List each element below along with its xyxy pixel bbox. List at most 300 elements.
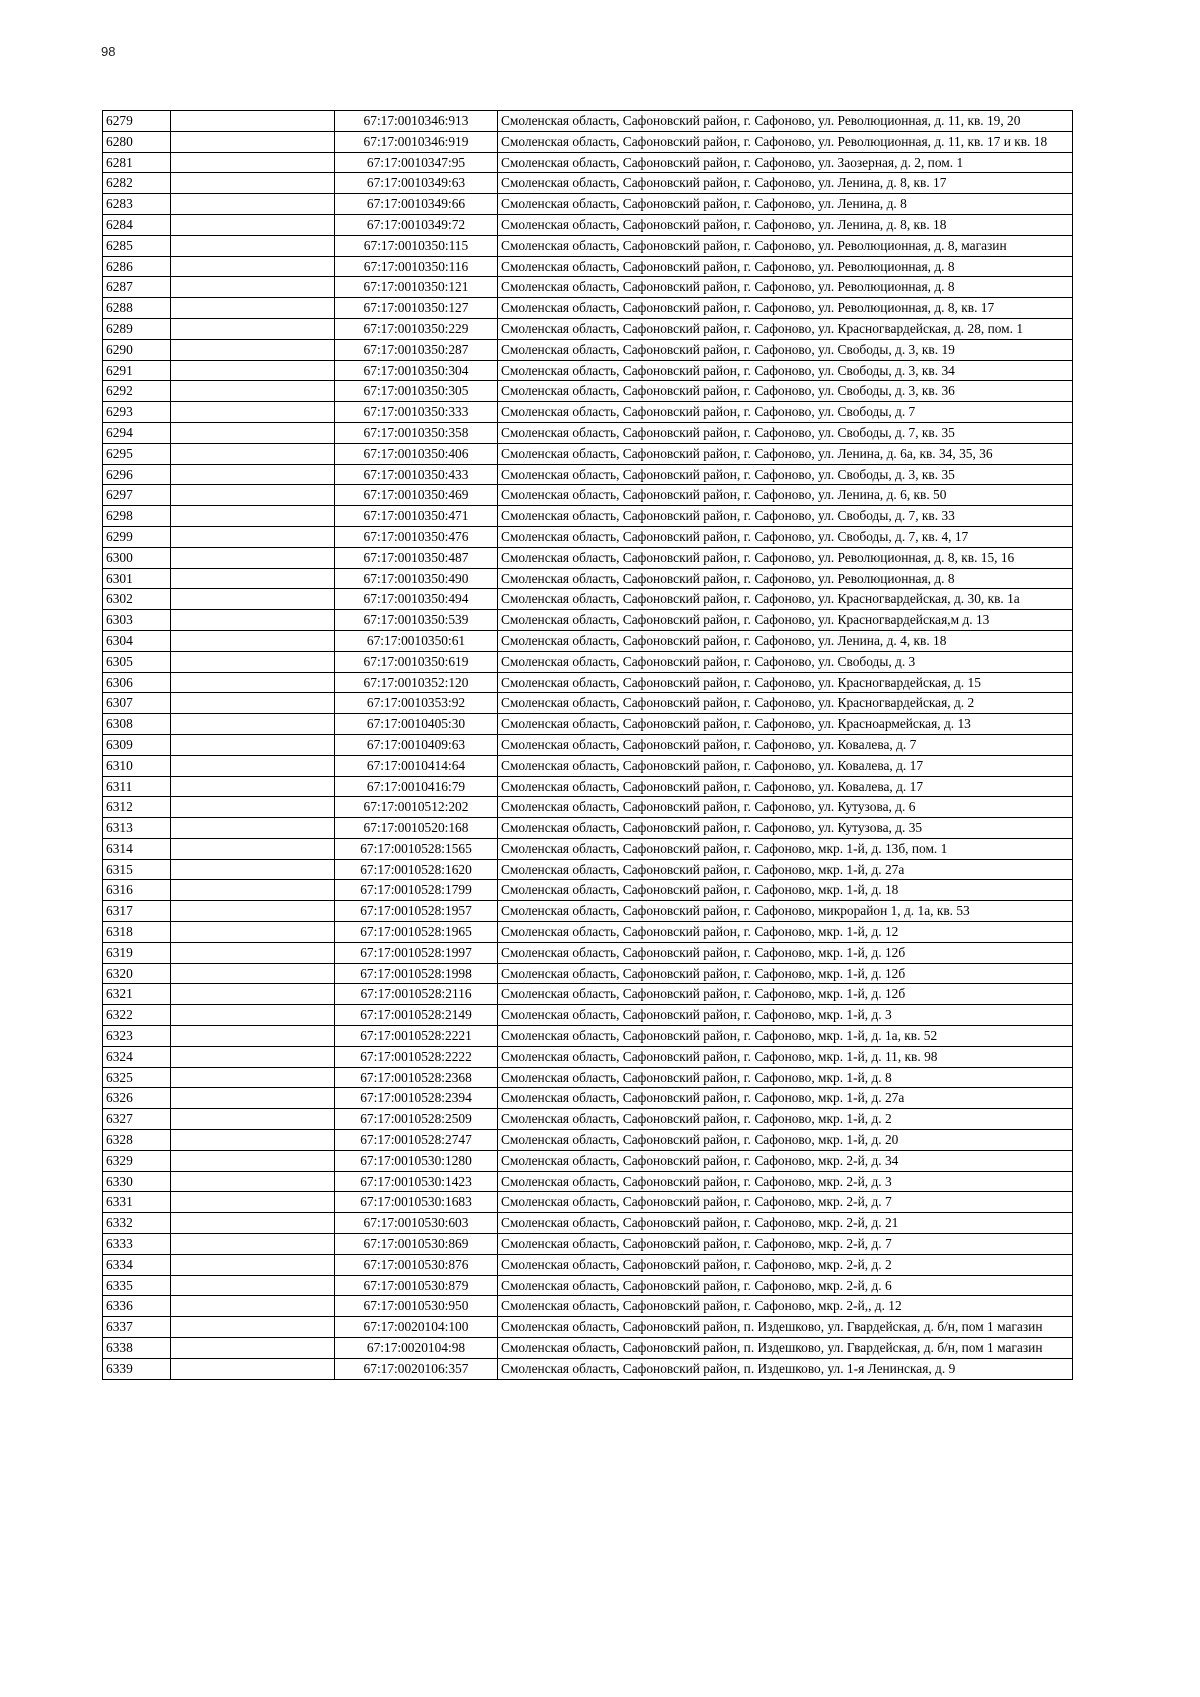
row-number-cell: 6329 (103, 1150, 171, 1171)
row-number-cell: 6324 (103, 1046, 171, 1067)
address-cell: Смоленская область, Сафоновский район, г. Сафоново, ул. Красногвардейская, д. 28, пом. 1 (498, 318, 1073, 339)
cadastral-number-cell: 67:17:0020104:98 (335, 1338, 498, 1359)
empty-cell (171, 880, 335, 901)
address-cell: Смоленская область, Сафоновский район, г. Сафоново, мкр. 1-й, д. 8 (498, 1067, 1073, 1088)
empty-cell (171, 942, 335, 963)
empty-cell (171, 1005, 335, 1026)
row-number-cell: 6300 (103, 547, 171, 568)
empty-cell (171, 734, 335, 755)
empty-cell (171, 402, 335, 423)
address-cell: Смоленская область, Сафоновский район, г. Сафоново, мкр. 1-й, д. 12 (498, 922, 1073, 943)
empty-cell (171, 1254, 335, 1275)
address-cell: Смоленская область, Сафоновский район, г. Сафоново, ул. Ленина, д. 6а, кв. 34, 35, 36 (498, 443, 1073, 464)
row-number-cell: 6293 (103, 402, 171, 423)
table-row (103, 152, 1073, 173)
cadastral-number-cell: 67:17:0010530:876 (335, 1254, 498, 1275)
table-row (103, 734, 1073, 755)
empty-cell (171, 1026, 335, 1047)
empty-cell (171, 526, 335, 547)
address-cell: Смоленская область, Сафоновский район, г. Сафоново, мкр. 1-й, д. 12б (498, 963, 1073, 984)
address-cell: Смоленская область, Сафоновский район, г. Сафоново, ул. Свободы, д. 3 (498, 651, 1073, 672)
row-number-cell: 6316 (103, 880, 171, 901)
cadastral-number-cell: 67:17:0010530:879 (335, 1275, 498, 1296)
empty-cell (171, 1213, 335, 1234)
empty-cell (171, 1109, 335, 1130)
empty-cell (171, 277, 335, 298)
row-number-cell: 6327 (103, 1109, 171, 1130)
address-cell: Смоленская область, Сафоновский район, г. Сафоново, мкр. 2-й, д. 34 (498, 1150, 1073, 1171)
cadastral-number-cell: 67:17:0010409:63 (335, 734, 498, 755)
cadastral-number-cell: 67:17:0010350:406 (335, 443, 498, 464)
address-cell: Смоленская область, Сафоновский район, г. Сафоново, ул. Революционная, д. 11, кв. 17 и кв. 18 (498, 131, 1073, 152)
table-row (103, 651, 1073, 672)
cadastral-number-cell: 67:17:0010528:2368 (335, 1067, 498, 1088)
cadastral-number-cell: 67:17:0010346:913 (335, 111, 498, 132)
row-number-cell: 6280 (103, 131, 171, 152)
empty-cell (171, 1171, 335, 1192)
row-number-cell: 6284 (103, 214, 171, 235)
table-row (103, 339, 1073, 360)
table-row (103, 194, 1073, 215)
cadastral-number-cell: 67:17:0010350:494 (335, 589, 498, 610)
row-number-cell: 6335 (103, 1275, 171, 1296)
table-row (103, 838, 1073, 859)
property-registry-table (102, 110, 1073, 1380)
address-cell: Смоленская область, Сафоновский район, г. Сафоново, мкр. 2-й, д. 3 (498, 1171, 1073, 1192)
row-number-cell: 6328 (103, 1130, 171, 1151)
row-number-cell: 6322 (103, 1005, 171, 1026)
cadastral-number-cell: 67:17:0010530:1280 (335, 1150, 498, 1171)
empty-cell (171, 1130, 335, 1151)
address-cell: Смоленская область, Сафоновский район, г. Сафоново, мкр. 2-й,, д. 12 (498, 1296, 1073, 1317)
address-cell: Смоленская область, Сафоновский район, г. Сафоново, ул. Свободы, д. 7, кв. 35 (498, 422, 1073, 443)
cadastral-number-cell: 67:17:0020106:357 (335, 1358, 498, 1379)
table-row (103, 859, 1073, 880)
empty-cell (171, 1296, 335, 1317)
empty-cell (171, 381, 335, 402)
row-number-cell: 6296 (103, 464, 171, 485)
row-number-cell: 6339 (103, 1358, 171, 1379)
address-cell: Смоленская область, Сафоновский район, г. Сафоново, ул. Свободы, д. 3, кв. 34 (498, 360, 1073, 381)
cadastral-number-cell: 67:17:0010350:333 (335, 402, 498, 423)
cadastral-number-cell: 67:17:0010528:1620 (335, 859, 498, 880)
page-number: 98 (101, 44, 116, 59)
empty-cell (171, 360, 335, 381)
row-number-cell: 6283 (103, 194, 171, 215)
cadastral-number-cell: 67:17:0010528:1997 (335, 942, 498, 963)
table-row (103, 776, 1073, 797)
row-number-cell: 6282 (103, 173, 171, 194)
empty-cell (171, 714, 335, 735)
empty-cell (171, 1067, 335, 1088)
cadastral-number-cell: 67:17:0010349:66 (335, 194, 498, 215)
row-number-cell: 6312 (103, 797, 171, 818)
row-number-cell: 6334 (103, 1254, 171, 1275)
row-number-cell: 6302 (103, 589, 171, 610)
cadastral-number-cell: 67:17:0010530:1423 (335, 1171, 498, 1192)
table-row (103, 318, 1073, 339)
empty-cell (171, 1150, 335, 1171)
cadastral-number-cell: 67:17:0010528:2509 (335, 1109, 498, 1130)
address-cell: Смоленская область, Сафоновский район, г. Сафоново, мкр. 1-й, д. 2 (498, 1109, 1073, 1130)
address-cell: Смоленская область, Сафоновский район, г. Сафоново, ул. Красногвардейская, д. 30, кв. 1а (498, 589, 1073, 610)
row-number-cell: 6331 (103, 1192, 171, 1213)
empty-cell (171, 173, 335, 194)
row-number-cell: 6315 (103, 859, 171, 880)
address-cell: Смоленская область, Сафоновский район, г. Сафоново, ул. Красногвардейская, д. 15 (498, 672, 1073, 693)
empty-cell (171, 693, 335, 714)
address-cell: Смоленская область, Сафоновский район, г. Сафоново, мкр. 1-й, д. 20 (498, 1130, 1073, 1151)
empty-cell (171, 339, 335, 360)
row-number-cell: 6297 (103, 485, 171, 506)
table-row (103, 672, 1073, 693)
table-row (103, 963, 1073, 984)
table-row (103, 173, 1073, 194)
address-cell: Смоленская область, Сафоновский район, г. Сафоново, ул. Свободы, д. 7 (498, 402, 1073, 423)
cadastral-number-cell: 67:17:0010528:2222 (335, 1046, 498, 1067)
table-row (103, 589, 1073, 610)
table-row (103, 235, 1073, 256)
table-row (103, 1026, 1073, 1047)
table-row (103, 256, 1073, 277)
row-number-cell: 6306 (103, 672, 171, 693)
address-cell: Смоленская область, Сафоновский район, г. Сафоново, ул. Красногвардейская,м д. 13 (498, 610, 1073, 631)
row-number-cell: 6281 (103, 152, 171, 173)
cadastral-number-cell: 67:17:0010528:1957 (335, 901, 498, 922)
address-cell: Смоленская область, Сафоновский район, г. Сафоново, мкр. 1-й, д. 13б, пом. 1 (498, 838, 1073, 859)
address-cell: Смоленская область, Сафоновский район, г. Сафоново, ул. Революционная, д. 11, кв. 19, 20 (498, 111, 1073, 132)
address-cell: Смоленская область, Сафоновский район, г. Сафоново, мкр. 2-й, д. 6 (498, 1275, 1073, 1296)
cadastral-number-cell: 67:17:0020104:100 (335, 1317, 498, 1338)
cadastral-number-cell: 67:17:0010350:287 (335, 339, 498, 360)
cadastral-number-cell: 67:17:0010350:127 (335, 298, 498, 319)
empty-cell (171, 963, 335, 984)
empty-cell (171, 152, 335, 173)
cadastral-number-cell: 67:17:0010405:30 (335, 714, 498, 735)
address-cell: Смоленская область, Сафоновский район, г. Сафоново, ул. Свободы, д. 7, кв. 4, 17 (498, 526, 1073, 547)
address-cell: Смоленская область, Сафоновский район, г. Сафоново, ул. Ленина, д. 6, кв. 50 (498, 485, 1073, 506)
empty-cell (171, 298, 335, 319)
table-row (103, 922, 1073, 943)
table-row (103, 1317, 1073, 1338)
row-number-cell: 6320 (103, 963, 171, 984)
address-cell: Смоленская область, Сафоновский район, г. Сафоново, мкр. 1-й, д. 1а, кв. 52 (498, 1026, 1073, 1047)
row-number-cell: 6279 (103, 111, 171, 132)
cadastral-number-cell: 67:17:0010350:539 (335, 610, 498, 631)
table-row (103, 422, 1073, 443)
address-cell: Смоленская область, Сафоновский район, г. Сафоново, ул. Революционная, д. 8 (498, 277, 1073, 298)
address-cell: Смоленская область, Сафоновский район, г. Сафоново, мкр. 1-й, д. 3 (498, 1005, 1073, 1026)
address-cell: Смоленская область, Сафоновский район, г. Сафоново, мкр. 2-й, д. 21 (498, 1213, 1073, 1234)
cadastral-number-cell: 67:17:0010528:1565 (335, 838, 498, 859)
empty-cell (171, 630, 335, 651)
cadastral-number-cell: 67:17:0010350:304 (335, 360, 498, 381)
address-cell: Смоленская область, Сафоновский район, г. Сафоново, ул. Ковалева, д. 17 (498, 755, 1073, 776)
address-cell: Смоленская область, Сафоновский район, г. Сафоново, мкр. 1-й, д. 12б (498, 984, 1073, 1005)
empty-cell (171, 256, 335, 277)
row-number-cell: 6313 (103, 818, 171, 839)
empty-cell (171, 589, 335, 610)
row-number-cell: 6309 (103, 734, 171, 755)
empty-cell (171, 235, 335, 256)
empty-cell (171, 1046, 335, 1067)
empty-cell (171, 1192, 335, 1213)
empty-cell (171, 984, 335, 1005)
cadastral-number-cell: 67:17:0010350:469 (335, 485, 498, 506)
empty-cell (171, 506, 335, 527)
address-cell: Смоленская область, Сафоновский район, г. Сафоново, микрорайон 1, д. 1а, кв. 53 (498, 901, 1073, 922)
row-number-cell: 6286 (103, 256, 171, 277)
row-number-cell: 6333 (103, 1234, 171, 1255)
address-cell: Смоленская область, Сафоновский район, г. Сафоново, ул. Революционная, д. 8, кв. 17 (498, 298, 1073, 319)
address-cell: Смоленская область, Сафоновский район, г. Сафоново, ул. Революционная, д. 8 (498, 256, 1073, 277)
row-number-cell: 6311 (103, 776, 171, 797)
empty-cell (171, 443, 335, 464)
row-number-cell: 6321 (103, 984, 171, 1005)
cadastral-number-cell: 67:17:0010350:61 (335, 630, 498, 651)
table-row (103, 797, 1073, 818)
empty-cell (171, 1338, 335, 1359)
address-cell: Смоленская область, Сафоновский район, г. Сафоново, мкр. 1-й, д. 11, кв. 98 (498, 1046, 1073, 1067)
row-number-cell: 6325 (103, 1067, 171, 1088)
address-cell: Смоленская область, Сафоновский район, г. Сафоново, ул. Революционная, д. 8 (498, 568, 1073, 589)
empty-cell (171, 1358, 335, 1379)
table-row (103, 1130, 1073, 1151)
table-row (103, 1088, 1073, 1109)
empty-cell (171, 797, 335, 818)
registry-body (103, 111, 1073, 1380)
empty-cell (171, 922, 335, 943)
empty-cell (171, 131, 335, 152)
address-cell: Смоленская область, Сафоновский район, г. Сафоново, мкр. 1-й, д. 12б (498, 942, 1073, 963)
address-cell: Смоленская область, Сафоновский район, г. Сафоново, мкр. 2-й, д. 2 (498, 1254, 1073, 1275)
cadastral-number-cell: 67:17:0010528:2747 (335, 1130, 498, 1151)
address-cell: Смоленская область, Сафоновский район, г. Сафоново, мкр. 2-й, д. 7 (498, 1192, 1073, 1213)
cadastral-number-cell: 67:17:0010350:433 (335, 464, 498, 485)
cadastral-number-cell: 67:17:0010528:2221 (335, 1026, 498, 1047)
table-row (103, 714, 1073, 735)
table-row (103, 506, 1073, 527)
address-cell: Смоленская область, Сафоновский район, п. Издешково, ул. Гвардейская, д. б/н, пом 1 магазин (498, 1317, 1073, 1338)
table-row (103, 1338, 1073, 1359)
row-number-cell: 6338 (103, 1338, 171, 1359)
address-cell: Смоленская область, Сафоновский район, г. Сафоново, ул. Революционная, д. 8, кв. 15, 16 (498, 547, 1073, 568)
row-number-cell: 6299 (103, 526, 171, 547)
row-number-cell: 6304 (103, 630, 171, 651)
row-number-cell: 6285 (103, 235, 171, 256)
empty-cell (171, 901, 335, 922)
address-cell: Смоленская область, Сафоновский район, г. Сафоново, ул. Ковалева, д. 7 (498, 734, 1073, 755)
cadastral-number-cell: 67:17:0010350:121 (335, 277, 498, 298)
cadastral-number-cell: 67:17:0010530:603 (335, 1213, 498, 1234)
table-row (103, 464, 1073, 485)
address-cell: Смоленская область, Сафоновский район, г. Сафоново, ул. Красногвардейская, д. 2 (498, 693, 1073, 714)
row-number-cell: 6307 (103, 693, 171, 714)
row-number-cell: 6326 (103, 1088, 171, 1109)
address-cell: Смоленская область, Сафоновский район, г. Сафоново, мкр. 2-й, д. 7 (498, 1234, 1073, 1255)
row-number-cell: 6308 (103, 714, 171, 735)
cadastral-number-cell: 67:17:0010528:2149 (335, 1005, 498, 1026)
address-cell: Смоленская область, Сафоновский район, п. Издешково, ул. Гвардейская, д. б/н, пом 1 магазин (498, 1338, 1073, 1359)
empty-cell (171, 672, 335, 693)
cadastral-number-cell: 67:17:0010414:64 (335, 755, 498, 776)
table-row (103, 1234, 1073, 1255)
row-number-cell: 6298 (103, 506, 171, 527)
cadastral-number-cell: 67:17:0010530:869 (335, 1234, 498, 1255)
table-row (103, 1005, 1073, 1026)
cadastral-number-cell: 67:17:0010353:92 (335, 693, 498, 714)
address-cell: Смоленская область, Сафоновский район, г. Сафоново, мкр. 1-й, д. 27а (498, 859, 1073, 880)
address-cell: Смоленская область, Сафоновский район, г. Сафоново, ул. Кутузова, д. 6 (498, 797, 1073, 818)
cadastral-number-cell: 67:17:0010349:72 (335, 214, 498, 235)
row-number-cell: 6287 (103, 277, 171, 298)
address-cell: Смоленская область, Сафоновский район, г. Сафоново, мкр. 1-й, д. 18 (498, 880, 1073, 901)
table-row (103, 547, 1073, 568)
cadastral-number-cell: 67:17:0010350:358 (335, 422, 498, 443)
empty-cell (171, 464, 335, 485)
cadastral-number-cell: 67:17:0010350:490 (335, 568, 498, 589)
address-cell: Смоленская область, Сафоновский район, г. Сафоново, ул. Революционная, д. 8, магазин (498, 235, 1073, 256)
cadastral-number-cell: 67:17:0010530:950 (335, 1296, 498, 1317)
table-row (103, 880, 1073, 901)
table-row (103, 1192, 1073, 1213)
table-row (103, 360, 1073, 381)
cadastral-number-cell: 67:17:0010350:619 (335, 651, 498, 672)
empty-cell (171, 1317, 335, 1338)
cadastral-number-cell: 67:17:0010349:63 (335, 173, 498, 194)
cadastral-number-cell: 67:17:0010350:305 (335, 381, 498, 402)
address-cell: Смоленская область, Сафоновский район, п. Издешково, ул. 1-я Ленинская, д. 9 (498, 1358, 1073, 1379)
empty-cell (171, 859, 335, 880)
row-number-cell: 6294 (103, 422, 171, 443)
table-row (103, 131, 1073, 152)
cadastral-number-cell: 67:17:0010350:476 (335, 526, 498, 547)
cadastral-number-cell: 67:17:0010346:919 (335, 131, 498, 152)
table-row (103, 1150, 1073, 1171)
empty-cell (171, 651, 335, 672)
cadastral-number-cell: 67:17:0010350:115 (335, 235, 498, 256)
row-number-cell: 6337 (103, 1317, 171, 1338)
table-row (103, 402, 1073, 423)
table-row (103, 526, 1073, 547)
address-cell: Смоленская область, Сафоновский район, г. Сафоново, ул. Свободы, д. 3, кв. 35 (498, 464, 1073, 485)
table-row (103, 610, 1073, 631)
row-number-cell: 6336 (103, 1296, 171, 1317)
empty-cell (171, 818, 335, 839)
table-row (103, 942, 1073, 963)
table-row (103, 443, 1073, 464)
cadastral-number-cell: 67:17:0010520:168 (335, 818, 498, 839)
address-cell: Смоленская область, Сафоновский район, г. Сафоново, ул. Ленина, д. 8, кв. 18 (498, 214, 1073, 235)
empty-cell (171, 1088, 335, 1109)
cadastral-number-cell: 67:17:0010528:2116 (335, 984, 498, 1005)
table-row (103, 1213, 1073, 1234)
table-row (103, 984, 1073, 1005)
empty-cell (171, 1275, 335, 1296)
empty-cell (171, 776, 335, 797)
address-cell: Смоленская область, Сафоновский район, г. Сафоново, ул. Свободы, д. 7, кв. 33 (498, 506, 1073, 527)
table-row (103, 1358, 1073, 1379)
cadastral-number-cell: 67:17:0010530:1683 (335, 1192, 498, 1213)
row-number-cell: 6292 (103, 381, 171, 402)
row-number-cell: 6330 (103, 1171, 171, 1192)
table-row (103, 1254, 1073, 1275)
table-row (103, 214, 1073, 235)
empty-cell (171, 194, 335, 215)
address-cell: Смоленская область, Сафоновский район, г. Сафоново, ул. Заозерная, д. 2, пом. 1 (498, 152, 1073, 173)
row-number-cell: 6318 (103, 922, 171, 943)
row-number-cell: 6310 (103, 755, 171, 776)
table-row (103, 630, 1073, 651)
address-cell: Смоленская область, Сафоновский район, г. Сафоново, ул. Ковалева, д. 17 (498, 776, 1073, 797)
table-row (103, 1171, 1073, 1192)
empty-cell (171, 1234, 335, 1255)
table-row (103, 381, 1073, 402)
row-number-cell: 6323 (103, 1026, 171, 1047)
table-row (103, 1067, 1073, 1088)
table-row (103, 111, 1073, 132)
row-number-cell: 6314 (103, 838, 171, 859)
cadastral-number-cell: 67:17:0010528:1998 (335, 963, 498, 984)
cadastral-number-cell: 67:17:0010512:202 (335, 797, 498, 818)
table-row (103, 277, 1073, 298)
table-row (103, 568, 1073, 589)
row-number-cell: 6303 (103, 610, 171, 631)
row-number-cell: 6291 (103, 360, 171, 381)
empty-cell (171, 755, 335, 776)
empty-cell (171, 568, 335, 589)
row-number-cell: 6289 (103, 318, 171, 339)
address-cell: Смоленская область, Сафоновский район, г. Сафоново, мкр. 1-й, д. 27а (498, 1088, 1073, 1109)
cadastral-number-cell: 67:17:0010352:120 (335, 672, 498, 693)
cadastral-number-cell: 67:17:0010416:79 (335, 776, 498, 797)
empty-cell (171, 111, 335, 132)
address-cell: Смоленская область, Сафоновский район, г. Сафоново, ул. Ленина, д. 8 (498, 194, 1073, 215)
row-number-cell: 6301 (103, 568, 171, 589)
cadastral-number-cell: 67:17:0010347:95 (335, 152, 498, 173)
cadastral-number-cell: 67:17:0010350:229 (335, 318, 498, 339)
empty-cell (171, 422, 335, 443)
cadastral-number-cell: 67:17:0010350:116 (335, 256, 498, 277)
table-row (103, 485, 1073, 506)
row-number-cell: 6305 (103, 651, 171, 672)
table-row (103, 693, 1073, 714)
empty-cell (171, 214, 335, 235)
table-row (103, 298, 1073, 319)
row-number-cell: 6332 (103, 1213, 171, 1234)
table-row (103, 755, 1073, 776)
table-row (103, 818, 1073, 839)
table-row (103, 901, 1073, 922)
empty-cell (171, 610, 335, 631)
cadastral-number-cell: 67:17:0010350:487 (335, 547, 498, 568)
address-cell: Смоленская область, Сафоновский район, г. Сафоново, ул. Красноармейская, д. 13 (498, 714, 1073, 735)
row-number-cell: 6295 (103, 443, 171, 464)
empty-cell (171, 547, 335, 568)
table-row (103, 1275, 1073, 1296)
table-row (103, 1296, 1073, 1317)
address-cell: Смоленская область, Сафоновский район, г. Сафоново, ул. Ленина, д. 4, кв. 18 (498, 630, 1073, 651)
cadastral-number-cell: 67:17:0010528:1799 (335, 880, 498, 901)
row-number-cell: 6290 (103, 339, 171, 360)
row-number-cell: 6319 (103, 942, 171, 963)
empty-cell (171, 318, 335, 339)
address-cell: Смоленская область, Сафоновский район, г. Сафоново, ул. Свободы, д. 3, кв. 19 (498, 339, 1073, 360)
empty-cell (171, 838, 335, 859)
table-row (103, 1046, 1073, 1067)
row-number-cell: 6317 (103, 901, 171, 922)
cadastral-number-cell: 67:17:0010350:471 (335, 506, 498, 527)
